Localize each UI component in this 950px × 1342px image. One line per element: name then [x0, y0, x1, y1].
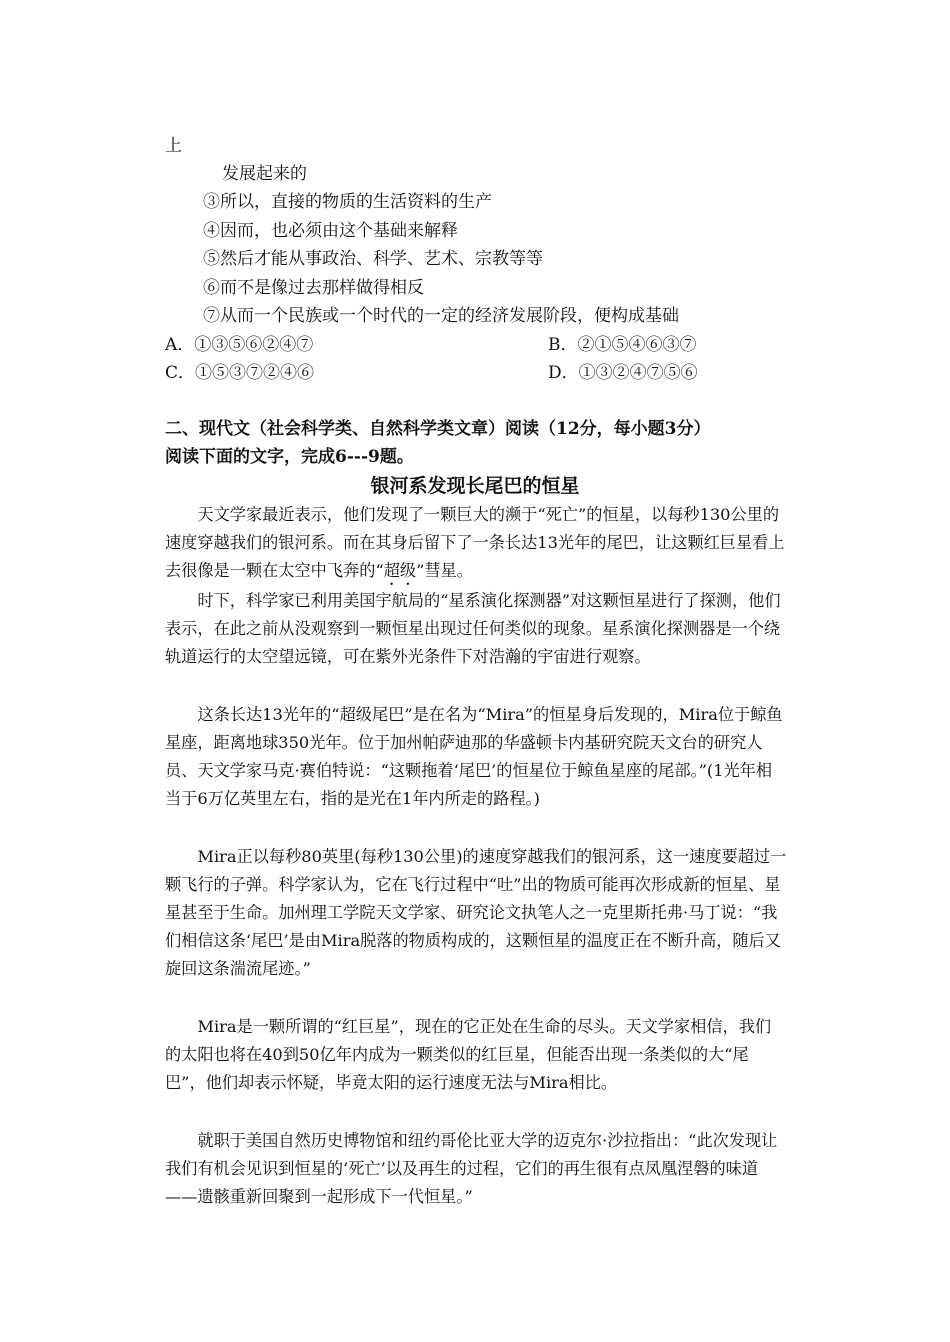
- fragment-line-3: ③所以，直接的物质的生活资料的生产: [203, 192, 492, 212]
- section-instruction: 阅读下面的文字，完成6---9题。: [165, 447, 414, 467]
- fragment-line-5: ⑤然后才能从事政治、科学、艺术、宗教等等: [203, 249, 543, 269]
- option-b: B．②①⑤④⑥③⑦: [548, 335, 697, 355]
- article-paragraph-3: 这条长达13光年的“超级尾巴”是在名为“Mira”的恒星身后发现的，Mira位于鲸鱼星座，距离地球350光年。位于加州帕萨迪那的华盛顿卡内基研究院天文台的研究人员、天文学家马克·赛伯特说：“这颗拖着‘尾巴’的恒星位于鲸鱼星座的尾部。”(1光年相当于6万亿英里左右，指的是光在1年内所走的路程。): [165, 705, 783, 808]
- fragment-line-4: ④因而，也必须由这个基础来解释: [203, 221, 458, 241]
- fragment-line-7: ⑦从而一个民族或一个时代的一定的经济发展阶段，便构成基础: [203, 306, 679, 326]
- paragraph-1-text: 天文学家最近表示，他们发现了一颗巨大的濒于“死亡”的恒星，以每秒130公里的速度穿越我们的银河系。而在其身后留下了一条长达13光年的尾巴，让这颗红巨星看上去很像是一颗在太空中飞奔的: [165, 505, 785, 580]
- fragment-line-6: ⑥而不是像过去那样做得相反: [203, 278, 424, 298]
- option-c: C．①⑤③⑦②④⑥: [165, 363, 315, 383]
- article-paragraph-6: 就职于美国自然历史博物馆和纽约哥伦比亚大学的迈克尔·沙拉指出：“此次发现让我们有机会见识到恒星的‘死亡’以及再生的过程，它们的再生很有点凤凰涅磐的味道——遗骸重新回聚到一起形成下一代恒星。”: [165, 1131, 778, 1206]
- fragment-line-2: 发展起来的: [222, 164, 307, 184]
- article-paragraph-4: Mira正以每秒80英里(每秒130公里)的速度穿越我们的银河系，这一速度要超过一颗飞行的子弹。科学家认为，它在飞行过程中“吐”出的物质可能再次形成新的恒星、星星甚至于生命。加州理工学院天文学家、研究论文执笔人之一克里斯托弗·马丁说：“我们相信这条‘尾巴’是由Mira脱落的物质构成的，这颗恒星的温度正在不断升高，随后又旋回这条湍流尾迹。”: [165, 847, 787, 978]
- paragraph-1-end: 彗星。: [424, 561, 473, 580]
- section-heading: 二、现代文（社会科学类、自然科学类文章）阅读（12分，每小题3分）: [165, 419, 711, 439]
- article-title: 银河系发现长尾巴的恒星: [370, 475, 580, 497]
- emphasized-word: “超级”: [375, 561, 425, 580]
- option-d: D．①③②④⑦⑤⑥: [548, 363, 698, 383]
- article-paragraph-5: Mira是一颗所谓的“红巨星”，现在的它正处在生命的尽头。天文学家相信，我们的太阳也将在40到50亿年内成为一颗类似的红巨星，但能否出现一条类似的大“尾巴”，他们却表示怀疑，毕竟太阳的运行速度无法与Mira相比。: [165, 1017, 772, 1092]
- fragment-line-1: 上: [165, 136, 182, 156]
- article-paragraph-1: [165, 501, 787, 589]
- article-paragraph-2: 时下，科学家已利用美国宇航局的“星系演化探测器”对这颗恒星进行了探测，他们表示，在此之前从没观察到一颗恒星出现过任何类似的现象。星系演化探测器是一个绕轨道运行的太空望远镜，可在紫外光条件下对浩瀚的宇宙进行观察。: [165, 591, 781, 666]
- option-a: A．①③⑤⑥②④⑦: [165, 335, 314, 355]
